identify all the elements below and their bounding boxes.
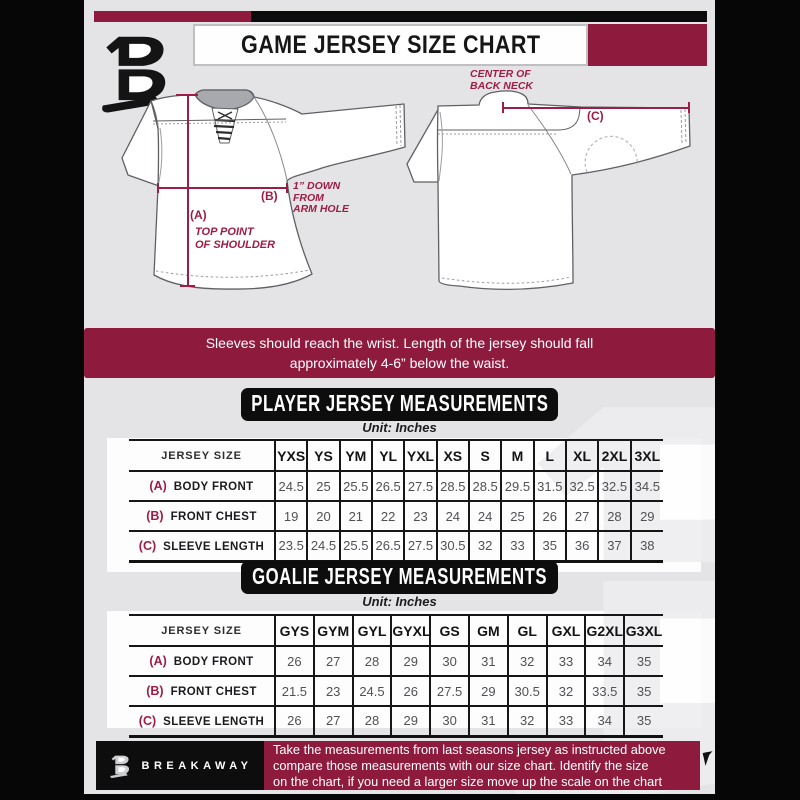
title-maroon-block: [586, 24, 707, 66]
size-column-header: GYL: [353, 615, 392, 646]
measurement-value: 32.5: [566, 471, 598, 501]
size-column-header: GYM: [314, 615, 353, 646]
player-size-table: [129, 439, 663, 563]
note-1in-down-from-armhole: 1” DOWN FROM ARM HOLE: [293, 180, 349, 215]
size-column-header: GYS: [275, 615, 314, 646]
size-label-header: JERSEY SIZE: [161, 624, 242, 637]
measurement-value: 27.5: [430, 676, 469, 706]
mouse-cursor: [703, 751, 715, 766]
measurement-value: 35: [624, 646, 663, 676]
table-row: [129, 646, 663, 676]
measurement-value: 34: [585, 646, 624, 676]
breakaway-logo-small-icon: [108, 753, 134, 779]
measure-line-b-tick-left: [157, 183, 159, 193]
size-column-header: YS: [307, 440, 339, 471]
measurement-value: 26: [534, 501, 566, 531]
player-unit-label: Unit: Inches: [362, 420, 437, 435]
measurement-value: 26: [275, 646, 314, 676]
size-column-header: GL: [508, 615, 547, 646]
measurement-row-label: (B) FRONT CHEST: [146, 684, 257, 698]
player-section-heading: PLAYER JERSEY MEASUREMENTS: [241, 388, 558, 421]
measurement-value: 29: [391, 706, 430, 736]
measurement-value: 24.5: [307, 531, 339, 561]
measurement-value: 27.5: [404, 531, 436, 561]
measurement-value: 30: [430, 706, 469, 736]
measurement-value: 27: [314, 646, 353, 676]
measurement-value: 19: [275, 501, 307, 531]
size-column-header: GM: [469, 615, 508, 646]
footer-instructions-box: [264, 741, 700, 790]
measurement-value: 26: [275, 706, 314, 736]
table-row: [129, 501, 663, 531]
measure-line-a: [187, 95, 189, 287]
measurement-value: 25: [501, 501, 533, 531]
page-title: GAME JERSEY SIZE CHART: [240, 30, 541, 59]
table-row: [129, 676, 663, 706]
measurement-value: 33: [547, 646, 586, 676]
measurement-value: 31: [469, 706, 508, 736]
size-column-header: G2XL: [585, 615, 624, 646]
size-column-header: YM: [340, 440, 372, 471]
size-column-header: M: [501, 440, 533, 471]
measurement-value: 32: [547, 676, 586, 706]
measurement-value: 24.5: [275, 471, 307, 501]
size-column-header: XL: [566, 440, 598, 471]
measurement-value: 23.5: [275, 531, 307, 561]
measurement-value: 23: [404, 501, 436, 531]
size-column-header: G3XL: [624, 615, 663, 646]
measurement-value: 31: [469, 646, 508, 676]
table-row: [129, 471, 663, 501]
measurement-value: 35: [624, 706, 663, 736]
measurement-value: 26.5: [372, 471, 404, 501]
measurement-value: 35: [624, 676, 663, 706]
note-top-point-of-shoulder: TOP POINT OF SHOULDER: [195, 226, 276, 251]
goalie-unit-label: Unit: Inches: [362, 594, 437, 609]
measurement-value: 27: [314, 706, 353, 736]
measurement-row-label: (A) BODY FRONT: [149, 654, 254, 668]
measurement-value: 28.5: [469, 471, 501, 501]
measurement-value: 29.5: [501, 471, 533, 501]
size-column-header: YXS: [275, 440, 307, 471]
measurement-value: 32: [469, 531, 501, 561]
measurement-value: 32: [508, 646, 547, 676]
center-back-neck-label: CENTER OF BACK NECK: [470, 68, 533, 92]
measurement-row-label: (C) SLEEVE LENGTH: [138, 538, 265, 553]
measurement-value: 24: [437, 501, 469, 531]
measurement-value: 24.5: [353, 676, 392, 706]
size-column-header: 3XL: [631, 440, 663, 471]
measurement-value: 23: [314, 676, 353, 706]
measurement-value: 31.5: [534, 471, 566, 501]
measurement-value: 38: [631, 531, 663, 561]
label-b: (B): [261, 189, 278, 203]
measurement-value: 28: [353, 646, 392, 676]
header-top-bar-maroon: [94, 11, 251, 22]
measurement-value: 30.5: [508, 676, 547, 706]
measurement-value: 35: [534, 531, 566, 561]
size-column-header: YL: [372, 440, 404, 471]
table-row: [129, 706, 663, 736]
content-area: [84, 0, 715, 794]
measurement-value: 25.5: [340, 531, 372, 561]
brand-name: BREAKAWAY: [141, 759, 253, 772]
size-label-header: JERSEY SIZE: [161, 449, 242, 462]
measurement-value: 33: [501, 531, 533, 561]
fit-note-text: Sleeves should reach the wrist. Length of the jersey should fall approximately 4-6” below the waist.: [205, 335, 594, 371]
measurement-value: 25.5: [340, 471, 372, 501]
measurement-value: 22: [372, 501, 404, 531]
measurement-value: 25: [307, 471, 339, 501]
measurement-value: 34: [585, 706, 624, 736]
measurement-value: 34.5: [631, 471, 663, 501]
measurement-value: 29: [631, 501, 663, 531]
size-column-header: GXL: [547, 615, 586, 646]
footer-brand-box: [96, 741, 264, 790]
size-column-header: YXL: [404, 440, 436, 471]
measure-line-c-tick-left: [502, 102, 504, 113]
header-top-bar: [94, 11, 707, 22]
measurement-value: 30.5: [437, 531, 469, 561]
measure-line-b-tick-right: [286, 183, 288, 193]
fit-note-banner: [84, 328, 715, 378]
measurement-row-label: (C) SLEEVE LENGTH: [138, 713, 265, 728]
size-column-header: XS: [437, 440, 469, 471]
measurement-value: 20: [307, 501, 339, 531]
measurement-value: 29: [391, 646, 430, 676]
measurement-value: 37: [598, 531, 630, 561]
measurement-value: 26.5: [372, 531, 404, 561]
label-c: (C): [587, 109, 604, 123]
measurement-value: 27.5: [404, 471, 436, 501]
back-jersey-diagram: [395, 82, 695, 297]
size-column-header: L: [534, 440, 566, 471]
measurement-value: 30: [430, 646, 469, 676]
measurement-value: 21.5: [275, 676, 314, 706]
footer-instructions-text: Take the measurements from last seasons jersey as instructed above compare those measurements with our size chart. Identify the size on the chart, if you need a larger size move up the scale on the chart: [273, 741, 666, 789]
size-column-header: 2XL: [598, 440, 630, 471]
measurement-row-label: (A) BODY FRONT: [149, 479, 254, 493]
measurement-value: 33.5: [585, 676, 624, 706]
measurement-value: 29: [469, 676, 508, 706]
size-column-header: GS: [430, 615, 469, 646]
size-column-header: S: [469, 440, 501, 471]
table-row: [129, 531, 663, 561]
measurement-value: 33: [547, 706, 586, 736]
measure-line-c-tick-right: [688, 102, 690, 113]
title-box: [193, 24, 588, 66]
goalie-size-table: [129, 614, 663, 738]
measurement-value: 21: [340, 501, 372, 531]
back-jersey-body: [438, 91, 691, 289]
measurement-value: 28: [598, 501, 630, 531]
front-jersey-body: [151, 90, 405, 289]
measurement-value: 32.5: [598, 471, 630, 501]
measure-line-a-tick-top: [176, 94, 198, 96]
measurement-value: 24: [469, 501, 501, 531]
measurement-row-label: (B) FRONT CHEST: [146, 509, 257, 523]
label-a: (A): [190, 208, 207, 222]
measurement-value: 28: [353, 706, 392, 736]
size-column-header: GYXL: [391, 615, 430, 646]
measurement-value: 26: [391, 676, 430, 706]
measurement-value: 28.5: [437, 471, 469, 501]
goalie-section-heading: GOALIE JERSEY MEASUREMENTS: [241, 561, 558, 594]
measurement-value: 36: [566, 531, 598, 561]
measure-line-a-tick-bottom: [180, 285, 195, 287]
measurement-value: 27: [566, 501, 598, 531]
measurement-value: 32: [508, 706, 547, 736]
